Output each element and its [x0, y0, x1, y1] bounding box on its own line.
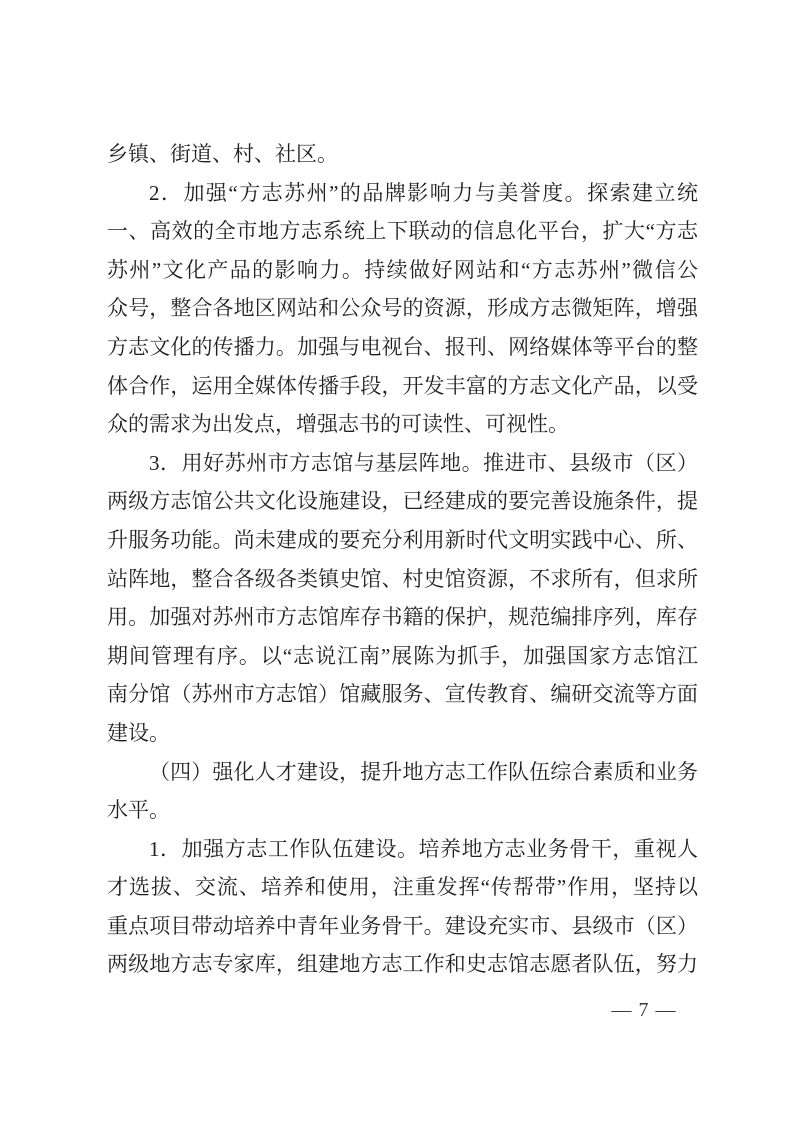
page-footer: [604, 998, 684, 1022]
text-line: 一、高效的全市地方志系统上下联动的信息化平台，扩大“方志: [107, 219, 698, 244]
text-line: 站阵地，整合各级各类镇史馆、村史馆资源，不求所有，但求所: [107, 566, 698, 591]
paragraph: [107, 444, 698, 753]
text-line: 南分馆（苏州市方志馆）馆藏服务、宣传教育、编研交流等方面: [107, 682, 698, 707]
text-line: 苏州”文化产品的影响力。持续做好网站和“方志苏州”微信公: [107, 257, 698, 282]
paragraph: [107, 830, 698, 984]
text-line: 2．加强“方志苏州”的品牌影响力与美誉度。探索建立统: [149, 180, 698, 205]
paragraph: [107, 174, 698, 444]
text-line: 3．用好苏州市方志馆与基层阵地。推进市、县级市（区）: [149, 450, 698, 475]
text-line: 方志文化的传播力。加强与电视台、报刊、网络媒体等平台的整: [107, 334, 698, 359]
text-line: 建设。: [107, 720, 170, 745]
text-line: 众的需求为出发点，增强志书的可读性、可视性。: [107, 412, 569, 437]
text-line: 水平。: [107, 798, 170, 823]
text-line: 才选拔、交流、培养和使用，注重发挥“传帮带”作用，坚持以: [107, 875, 698, 900]
text-line: 两级地方志专家库，组建地方志工作和史志馆志愿者队伍，努力: [107, 952, 698, 977]
text-line: 众号，整合各地区网站和公众号的资源，形成方志微矩阵，增强: [107, 296, 698, 321]
text-line: 升服务功能。尚未建成的要充分利用新时代文明实践中心、所、: [107, 527, 698, 552]
text-line: 用。加强对苏州市方志馆库存书籍的保护，规范编排序列，库存: [107, 605, 698, 630]
text-line: 乡镇、街道、村、社区。: [107, 142, 338, 166]
paragraph: [107, 135, 698, 174]
text-line: 重点项目带动培养中青年业务骨干。建设充实市、县级市（区）: [107, 913, 698, 938]
page-number: — 7 —: [611, 999, 677, 1021]
document-body: [107, 135, 698, 984]
text-line: 1．加强方志工作队伍建设。培养地方志业务骨干，重视人: [149, 836, 698, 861]
text-line: 期间管理有序。以“志说江南”展陈为抓手，加强国家方志馆江: [107, 643, 698, 668]
text-line: 体合作，运用全媒体传播手段，开发丰富的方志文化产品，以受: [107, 373, 698, 398]
text-line: 两级方志馆公共文化设施建设，已经建成的要完善设施条件，提: [107, 489, 698, 514]
paragraph: [107, 753, 698, 830]
text-line: （四）强化人才建设，提升地方志工作队伍综合素质和业务: [149, 759, 698, 784]
